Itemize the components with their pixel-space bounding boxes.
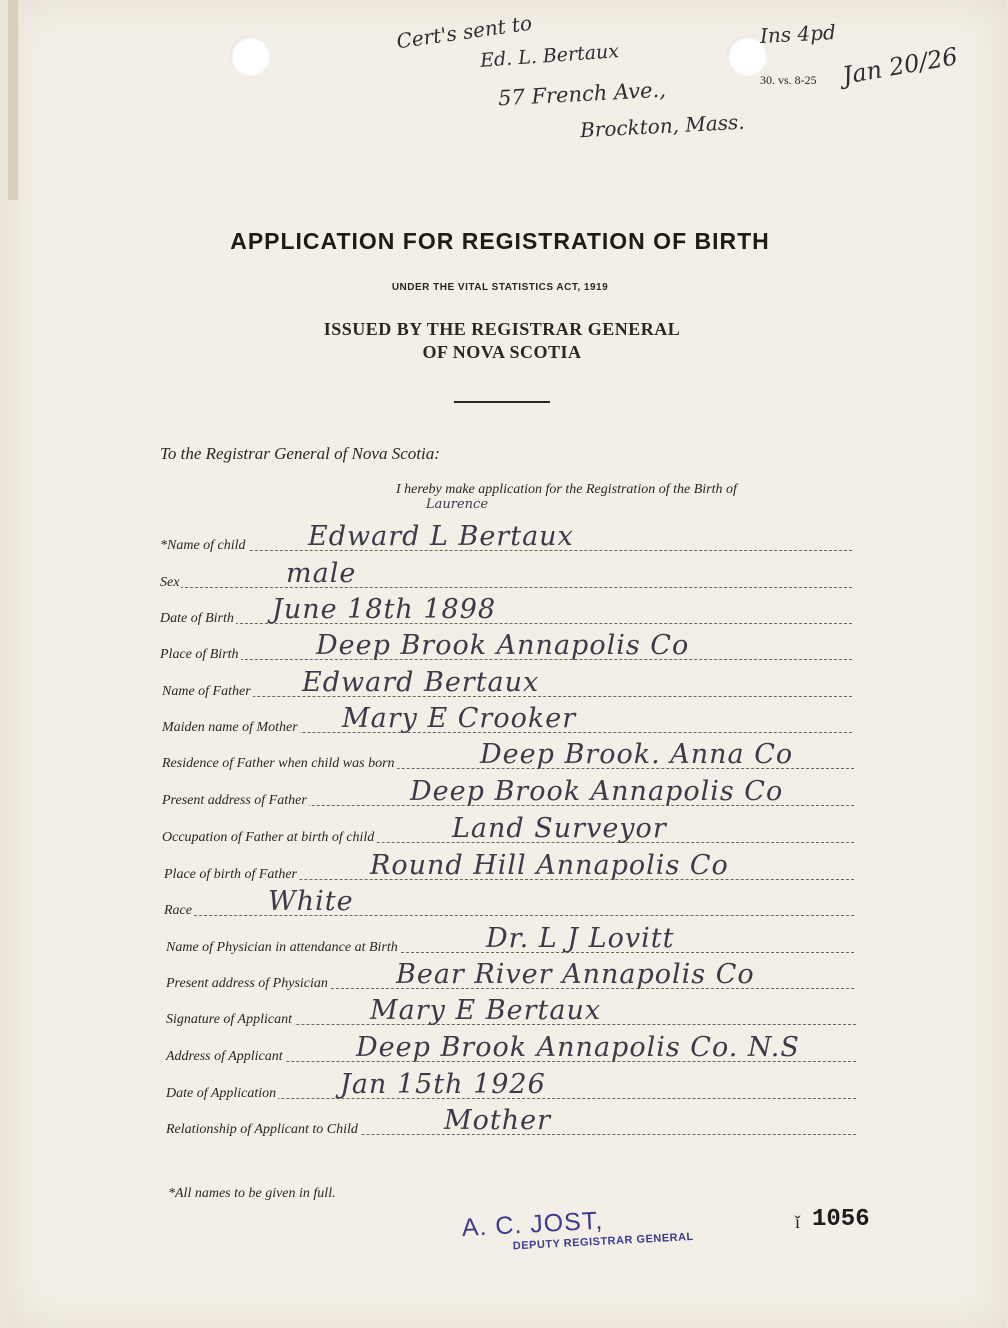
field-label: Date of Birth: [160, 611, 234, 626]
field-value: Edward L Bertaux: [308, 521, 574, 552]
field-label: Present address of Father: [162, 793, 307, 808]
field-value: Bear River Annapolis Co: [396, 959, 755, 990]
field-row-place-of-birth: [160, 630, 852, 663]
title-divider: [454, 401, 550, 403]
field-value: Dr. L J Lovitt: [486, 923, 675, 954]
field-row-physician-address: [166, 959, 854, 992]
field-line: [160, 623, 852, 624]
punch-hole-left: [230, 36, 270, 76]
field-row-race: [164, 886, 854, 919]
field-value: Jan 15th 1926: [340, 1069, 546, 1100]
note-street: 57 French Ave.,: [497, 77, 667, 111]
field-value: Mary E Bertaux: [370, 995, 602, 1026]
name-insert-handwritten: Laurence: [426, 497, 489, 512]
stamp-role: DEPUTY REGISTRAR GENERAL: [512, 1230, 695, 1253]
field-value: Mother: [444, 1105, 552, 1136]
footnote: *All names to be given in full.: [168, 1186, 336, 1201]
field-label: Residence of Father when child was born: [162, 756, 395, 771]
field-label: Sex: [160, 575, 180, 590]
field-row-relationship: [166, 1105, 856, 1138]
field-label: Race: [164, 903, 192, 918]
field-row-father-birthplace: [164, 850, 854, 883]
field-row-mother-maiden-name: [162, 703, 852, 736]
field-label: Name of Father: [162, 684, 251, 699]
stamp-name: A. C. JOST,: [461, 1206, 604, 1243]
note-city: Brockton, Mass.: [579, 109, 746, 143]
field-label: Name of Physician in attendance at Birth: [166, 940, 398, 955]
check-mark-icon: ǐ: [795, 1212, 801, 1232]
note-issued: Ins 4pd: [759, 20, 837, 48]
registration-number: 1056: [812, 1206, 870, 1233]
field-value: Land Surveyor: [452, 813, 667, 844]
note-issue-date: Jan 20/26: [840, 42, 960, 90]
field-label: Date of Application: [166, 1086, 277, 1101]
field-row-sex: [160, 558, 852, 591]
field-value: Round Hill Annapolis Co: [370, 850, 729, 881]
note-recipient-name: Ed. L. Bertaux: [479, 40, 620, 72]
salutation: To the Registrar General of Nova Scotia:: [160, 444, 440, 463]
field-row-date-of-birth: [160, 594, 852, 627]
field-row-child-name: [160, 521, 852, 554]
note-certs-sent: Cert's sent to: [394, 10, 534, 54]
field-row-applicant-address: [166, 1032, 856, 1065]
field-label: Place of birth of Father: [164, 867, 297, 882]
field-row-application-date: [166, 1069, 856, 1102]
field-value: Deep Brook. Anna Co: [480, 739, 794, 770]
field-row-physician-name: [166, 923, 854, 956]
form-title: APPLICATION FOR REGISTRATION OF BIRTH: [230, 228, 770, 254]
issued-by-line-2: OF NOVA SCOTIA: [422, 342, 582, 362]
field-label: Signature of Applicant: [166, 1012, 292, 1027]
field-label: Occupation of Father at birth of child: [162, 830, 375, 845]
form-subtitle: UNDER THE VITAL STATISTICS ACT, 1919: [391, 282, 609, 293]
paper-edge-strip: [8, 0, 18, 200]
field-line: [160, 587, 852, 588]
field-value: Deep Brook Annapolis Co: [410, 776, 784, 807]
field-row-father-present-address: [162, 776, 854, 809]
field-row-father-residence: [162, 739, 854, 772]
field-value: Mary E Crooker: [342, 703, 577, 734]
issued-by-line-1: ISSUED BY THE REGISTRAR GENERAL: [323, 319, 681, 339]
field-row-father-name: [162, 667, 852, 700]
issued-by: [0, 318, 1004, 364]
field-value: male: [286, 558, 357, 589]
field-value: June 18th 1898: [272, 594, 497, 625]
field-label: Relationship of Applicant to Child: [166, 1122, 358, 1137]
field-value: White: [268, 886, 354, 917]
field-row-applicant-signature: [166, 995, 856, 1028]
intro-statement: I hereby make application for the Registration of the Birth of: [396, 482, 737, 497]
field-row-father-occupation: [162, 813, 854, 846]
field-label: Address of Applicant: [166, 1049, 283, 1064]
field-value: Deep Brook Annapolis Co: [316, 630, 690, 661]
field-label: *Name of child: [160, 538, 246, 553]
form-number: 30. vs. 8-25: [760, 73, 817, 87]
field-label: Maiden name of Mother: [162, 720, 298, 735]
field-label: Place of Birth: [160, 647, 239, 662]
field-value: Deep Brook Annapolis Co. N.S: [356, 1032, 800, 1063]
field-value: Edward Bertaux: [302, 667, 540, 698]
field-label: Present address of Physician: [166, 976, 328, 991]
